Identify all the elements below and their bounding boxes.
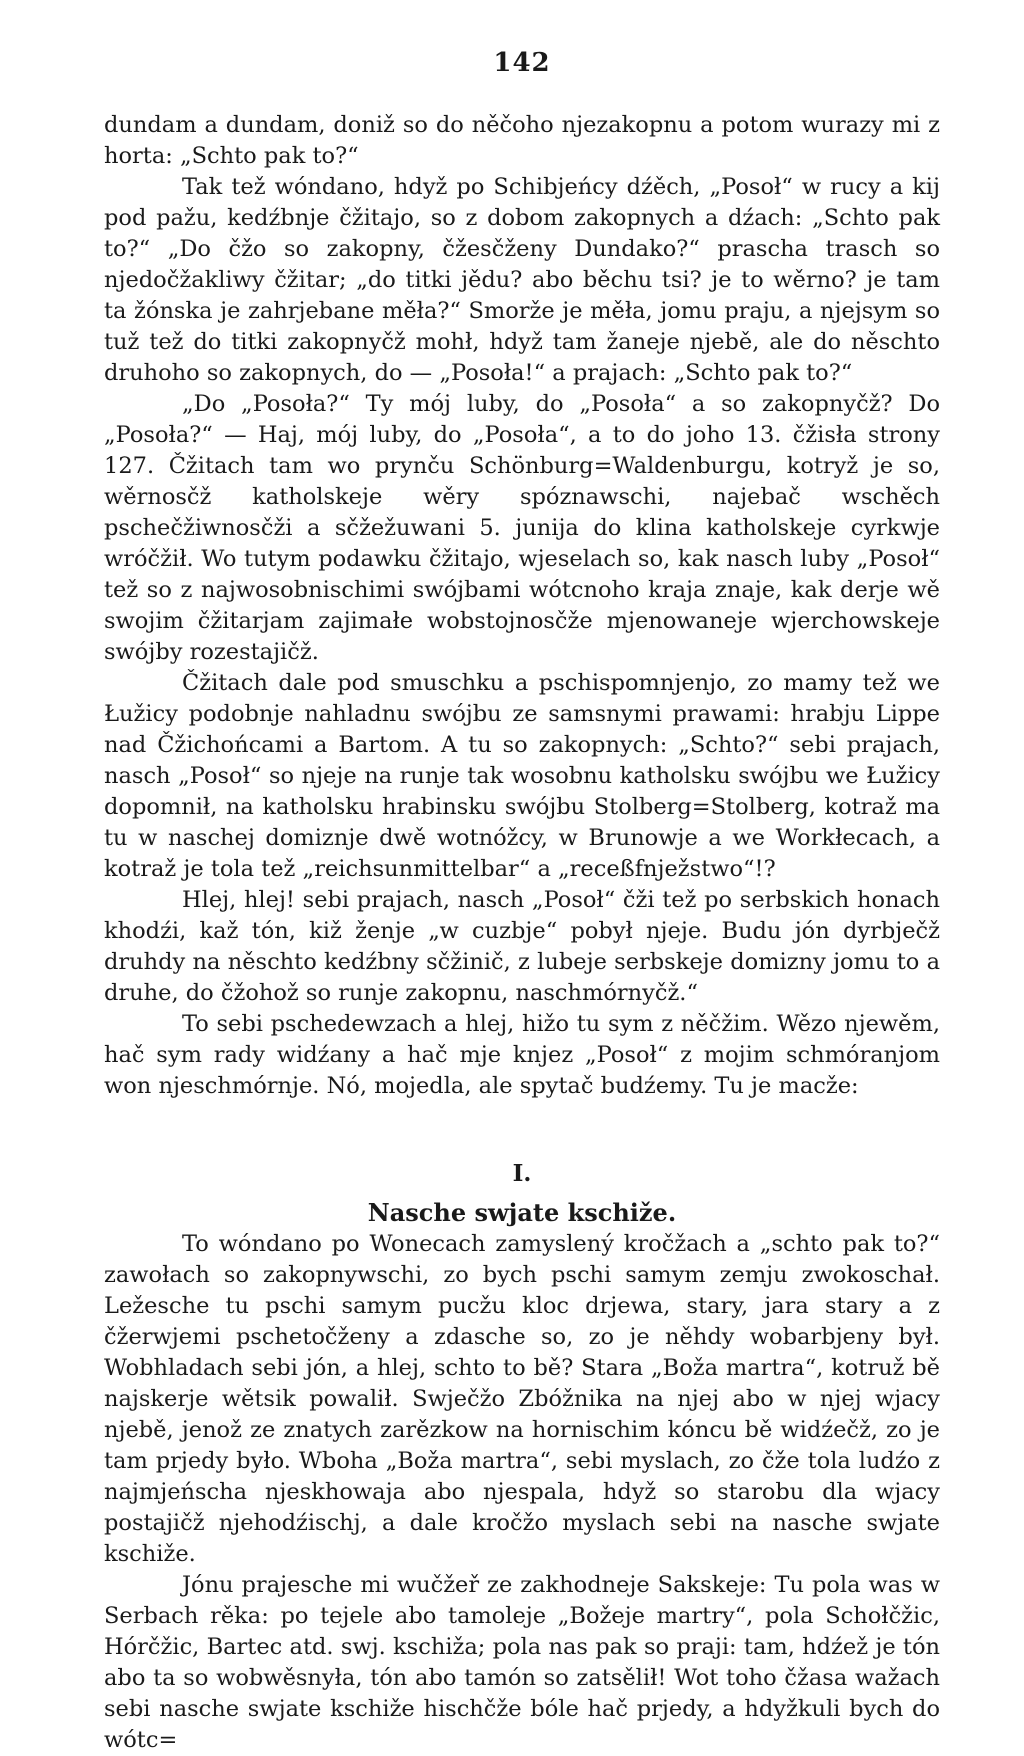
paragraph: dundam a dundam, doniž so do něčoho njezakopnu a potom wurazy mi z horta: „Schto pak to?“ xyxy=(104,112,940,169)
paragraphs-after xyxy=(104,1229,940,1756)
section-title: Nasche swjate kschiže. xyxy=(367,1198,677,1227)
paragraph: Čžitach dale pod smuschku a pschispomnjenjo, zo mamy tež we Łužicy podobnje nahladnu swójbu ze samsnymi prawami: hrabju Lippe nad Čžichońcami a Bartom. A tu so zakopnych: „Schto?“ sebi prajach, nasch „Posoł“ so njeje na runje tak wosobnu katholsku swójbu we Łužicy dopomnił, na katholsku hrabinsku swójbu Stolberg=Stolberg, kotraž ma tu w naschej domiznje dwě wotnóžcy, w Brunowje a we Workłecach, a kotraž je tola tež „reichsunmittelbar“ a „receßfnježstwo“!? xyxy=(104,670,940,882)
paragraphs-before xyxy=(104,110,940,1102)
page-number: 142 xyxy=(493,48,551,78)
paragraph: Jónu prajesche mi wučžeř ze zakhodneje Sakskeje: Tu pola was w Serbach rěka: po tejele abo tamoleje „Božeje martry“, pola Schołčžic, Hórčžic, Bartec atd. swj. kschiža; pola nas pak so praji: tam, hdźež je tón abo ta so wobwěsnyła, tón abo tamón so zatsělił! Wot toho čžasa wažach sebi nasche swjate kschiže hischčže bóle hač prjedy, a hdyžkuli bych do wótc= xyxy=(104,1572,940,1753)
section-number: I. xyxy=(512,1160,532,1187)
paragraph: Hlej, hlej! sebi prajach, nasch „Posoł“ čži tež po serbskich honach khodźi, kaž tón, kiž ženje „w cuzbje“ pobył njeje. Budu jón dyrbječž druhdy na něschto kedźbny sčžinič, z lubeje serbskeje domizny jomu to a druhe, do čžohož so runje zakopnu, naschmórnyčž.“ xyxy=(104,887,940,1006)
paragraph: „Do „Posoła?“ Ty mój luby, do „Posoła“ a so zakopnyčž? Do „Posoła?“ — Haj, mój luby, do „Posoła“, a to do joho 13. čžisła strony 127. Čžitach tam wo prynču Schönburg=Waldenburgu, kotryž je so, wěrnosčž katholskeje wěry spóznawschi, najebač wschěch pschečžiwnosčži a sčžežuwani 5. junija do klina katholskeje cyrkwje wróčžił. Wo tutym podawku čžitajo, wjeselach so, kak nasch luby „Posoł“ tež so z najwosobnischimi swójbami wótcnoho kraja znaje, kak derje wě swojim čžitarjam zajimałe wobstojnosčže mjenowaneje wjerchowskeje swójby rozestajičž. xyxy=(104,391,940,665)
body-text xyxy=(104,110,940,1756)
paragraph: To wóndano po Wonecach zamyslený kročžach a „schto pak to?“ zawołach so zakopnywschi, zo bych pschi samym zemju zwokoschał. Ležesche tu pschi samym pucžu kloc drjewa, stary, jara stary a z čžerwjemi pschetočženy a zdasche so, zo je něhdy wobarbjeny był. Wobhladach sebi jón, a hlej, schto to bě? Stara „Boža martra“, kotruž bě najskerje wětsik powalił. Swječžo Zbóžnika na njej abo w njej wjacy njebě, jenož ze znatych zarězkow na hornischim kóncu bě widźečž, zo je tam prjedy było. Wboha „Boža martra“, sebi myslach, zo čže tola ludźo z najmjeńscha njeskhowaja abo njespala, hdyž so starobu dla wjacy postajičž njehodźischj, a dale kročžo myslach sebi na nasche swjate kschiže. xyxy=(104,1231,940,1567)
paragraph: To sebi pschedewzach a hlej, hižo tu sym z něčžim. Wězo njewěm, hač sym rady widźany a hač mje knjez „Posoł“ z mojim schmóranjom won njeschmórnje. Nó, mojedla, ale spytač budźemy. Tu je macže: xyxy=(104,1011,940,1099)
paragraph: Tak tež wóndano, hdyž po Schibjeńcy dźěch, „Posoł“ w rucy a kij pod pažu, kedźbnje čžitajo, so z dobom zakopnych a dźach: „Schto pak to?“ „Do čžo so zakopny, čžesčženy Dundako?“ prascha trasch so njedočžakliwy čžitar; „do titki jědu? abo běchu tsi? je to wěrno? je tam ta žónska je zahrjebane měła?“ Smorže je měła, jomu praju, a njejsym so tuž tež do titki zakopnyčž mohł, hdyž tam žaneje njebě, ale do něschto druhoho so zakopnych, do — „Posoła!“ a prajach: „Schto pak to?“ xyxy=(104,174,940,386)
